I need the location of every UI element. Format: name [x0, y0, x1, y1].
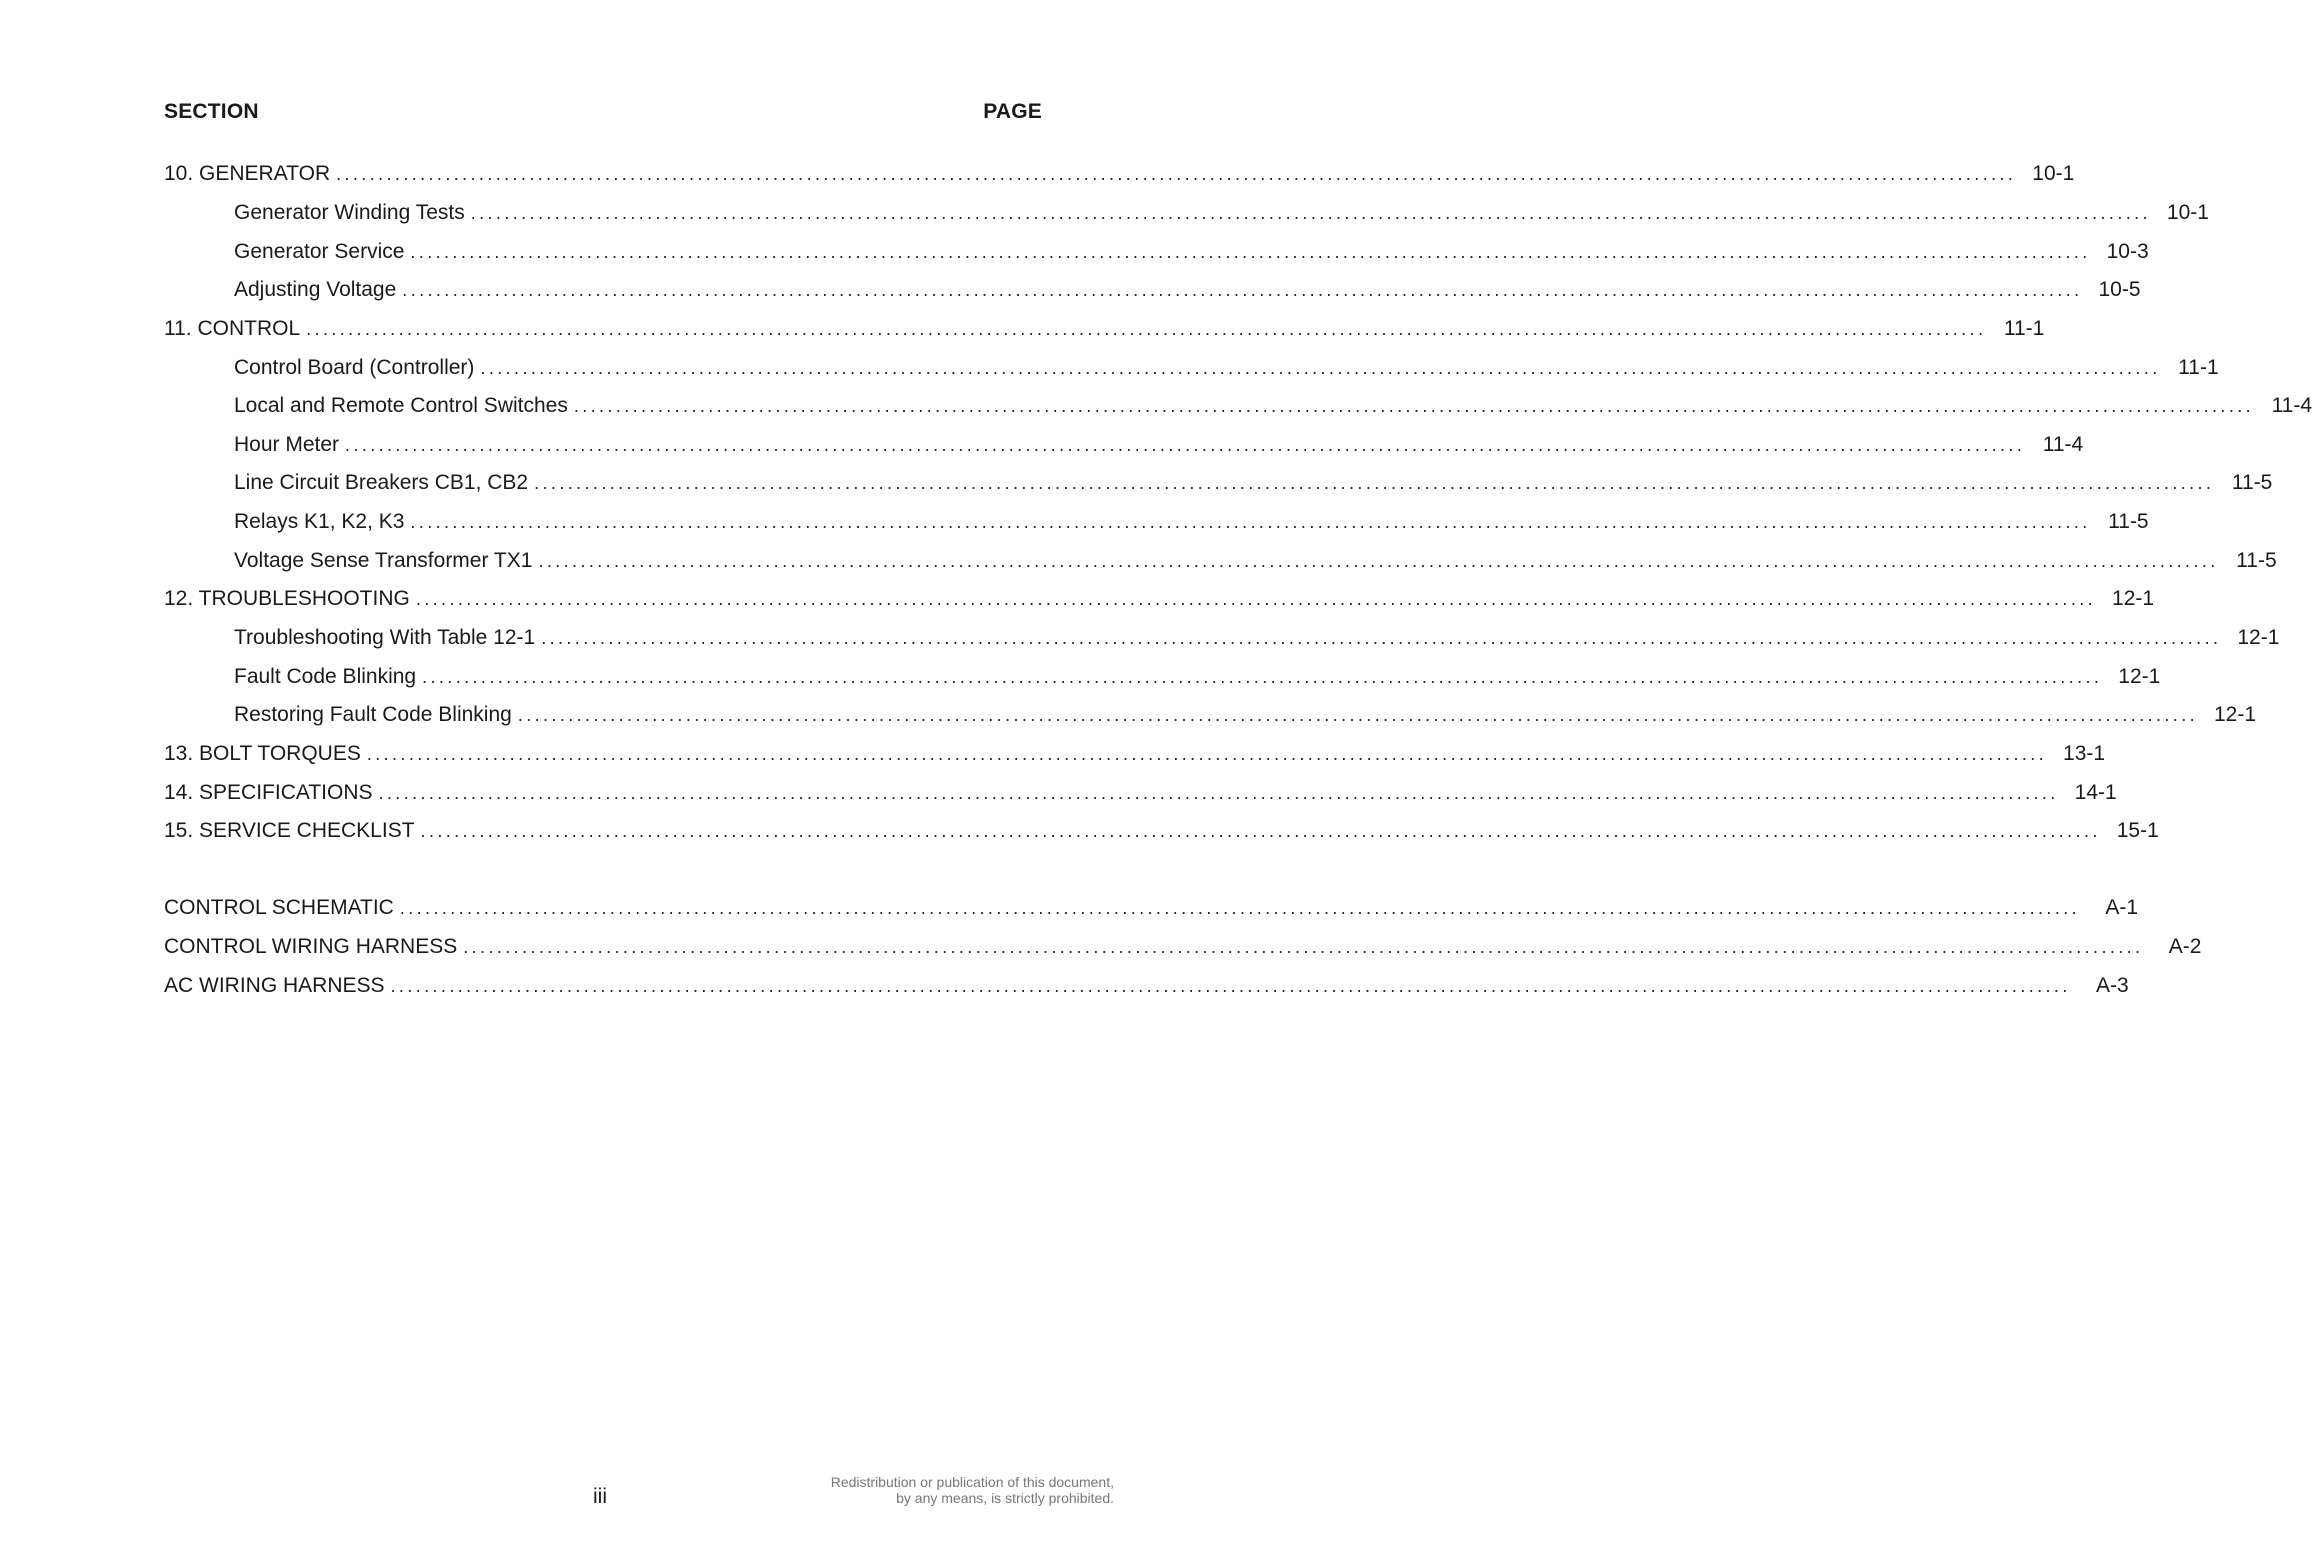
toc-entry-title: 15. SERVICE CHECKLIST	[164, 819, 415, 843]
toc-entry	[164, 232, 2149, 271]
dot-leader: ........................................................................................................................................................................................................	[415, 589, 2097, 610]
dot-leader: ........................................................................................................................................................................................................	[345, 434, 2026, 455]
toc-entry	[164, 966, 2129, 1005]
toc-entry	[164, 773, 2117, 812]
toc-entry-page: 12-1	[2118, 664, 2161, 688]
toc-entry	[164, 580, 2155, 619]
dot-leader: ........................................................................................................................................................................................................	[517, 705, 2199, 726]
toc-entry-page: 11-5	[2231, 471, 2273, 495]
toc-entry-page: 12-1	[2112, 587, 2155, 611]
section-column-heading: SECTION	[164, 100, 259, 123]
dot-leader: ........................................................................................................................................................................................................	[399, 898, 2081, 919]
toc-entry	[164, 657, 2161, 696]
toc-entry-page: 11-4	[2271, 394, 2312, 418]
toc-entry-page: 13-1	[2063, 741, 2106, 765]
toc-entry-page: 14-1	[2074, 780, 2117, 804]
toc-entry-title: Restoring Fault Code Blinking	[234, 703, 512, 727]
dot-leader: ........................................................................................................................................................................................................	[541, 628, 2222, 648]
toc-entry-title: Fault Code Blinking	[234, 664, 417, 688]
toc-entry	[164, 541, 2277, 580]
toc-entry-title: Troubleshooting With Table 12-1	[234, 626, 536, 649]
toc-entry-title: Control Board (Controller)	[234, 355, 475, 379]
toc-entry-page: 15-1	[2116, 819, 2159, 843]
toc-entry	[164, 155, 2075, 194]
toc-entry	[164, 619, 2280, 658]
page-column-heading: PAGE	[983, 100, 1042, 123]
toc-entry	[164, 194, 2209, 233]
toc-entry-page: A-3	[2096, 973, 2129, 997]
toc-entry-title: Hour Meter	[234, 432, 340, 456]
dot-leader: ........................................................................................................................................................................................................	[306, 318, 1987, 339]
toc-entry-page: 11-1	[2003, 316, 2045, 340]
toc-entry-page: 12-1	[2213, 703, 2257, 727]
table-of-contents	[164, 155, 2312, 1005]
toc-entry-title: CONTROL WIRING HARNESS	[164, 935, 458, 959]
toc-entry	[164, 271, 2141, 310]
dot-leader: ........................................................................................................................................................................................................	[470, 202, 2151, 223]
toc-entry	[164, 464, 2273, 503]
toc-entry	[164, 387, 2312, 426]
toc-entry-title: 11. CONTROL	[164, 316, 301, 340]
toc-entry-title: CONTROL SCHEMATIC	[164, 896, 394, 920]
toc-entry-page: 11-5	[2108, 510, 2149, 534]
toc-entry-title: Voltage Sense Transformer TX1	[234, 548, 533, 572]
toc-entry-page: 11-5	[2236, 548, 2277, 572]
toc-entry-title: Generator Service	[234, 239, 405, 263]
dot-leader: ........................................................................................................................................................................................................	[402, 280, 2083, 301]
toc-entry-title: 13. BOLT TORQUES	[164, 741, 361, 765]
dot-leader: ........................................................................................................................................................................................................	[410, 512, 2091, 533]
toc-entry-title: Adjusting Voltage	[234, 278, 397, 302]
toc-entry-title: Generator Winding Tests	[234, 200, 465, 224]
dot-leader: ........................................................................................................................................................................................................	[420, 821, 2101, 842]
toc-entry	[164, 425, 2084, 464]
toc-entry-title: 14. SPECIFICATIONS	[164, 780, 373, 804]
notice-line-1: Redistribution or publication of this document,	[830, 1474, 1114, 1490]
toc-header	[164, 100, 1042, 130]
toc-entry	[164, 812, 2159, 851]
toc-entry-page: 11-1	[2178, 355, 2219, 379]
toc-entry-title: Line Circuit Breakers CB1, CB2	[234, 471, 529, 495]
dot-leader: ........................................................................................................................................................................................................	[366, 743, 2048, 764]
toc-entry-page: 10-5	[2098, 278, 2141, 302]
toc-entry-title: Local and Remote Control Switches	[234, 394, 568, 418]
toc-entry	[164, 928, 2202, 967]
dot-leader: ........................................................................................................................................................................................................	[336, 164, 2017, 185]
toc-entry-title: 12. TROUBLESHOOTING	[164, 587, 410, 611]
dot-leader: ........................................................................................................................................................................................................	[410, 241, 2091, 262]
toc-entry	[164, 348, 2219, 387]
dot-leader: ........................................................................................................................................................................................................	[390, 975, 2071, 996]
toc-entry-page: 10-3	[2106, 239, 2149, 263]
toc-entry-page: A-2	[2168, 935, 2202, 959]
dot-leader: ........................................................................................................................................................................................................	[480, 357, 2161, 378]
dot-leader: ........................................................................................................................................................................................................	[538, 550, 2219, 571]
toc-entry	[164, 735, 2106, 774]
toc-entry-page: A-1	[2105, 896, 2139, 920]
toc-entry-title: Relays K1, K2, K3	[234, 510, 405, 534]
toc-entry-page: 11-4	[2042, 432, 2084, 456]
dot-leader: ........................................................................................................................................................................................................	[573, 396, 2255, 417]
toc-entry-title: AC WIRING HARNESS	[164, 973, 385, 997]
redistribution-notice	[831, 1474, 1114, 1506]
toc-entry	[164, 696, 2257, 735]
page-number: iii	[593, 1485, 607, 1508]
toc-entry-page: 10-1	[2032, 162, 2075, 186]
toc-entry	[164, 503, 2149, 542]
toc-entry-page: 12-1	[2237, 626, 2280, 649]
dot-leader: ........................................................................................................................................................................................................	[378, 782, 2059, 803]
dot-leader: ........................................................................................................................................................................................................	[463, 937, 2144, 958]
toc-entry-title: 10. GENERATOR	[164, 162, 331, 186]
dot-leader: ........................................................................................................................................................................................................	[534, 473, 2215, 494]
toc-entry	[164, 310, 2045, 349]
notice-line-2: by any means, is strictly prohibited.	[896, 1490, 1114, 1506]
dot-leader: ........................................................................................................................................................................................................	[422, 666, 2103, 687]
toc-entry-page: 10-1	[2166, 200, 2209, 224]
toc-entry	[164, 889, 2139, 928]
